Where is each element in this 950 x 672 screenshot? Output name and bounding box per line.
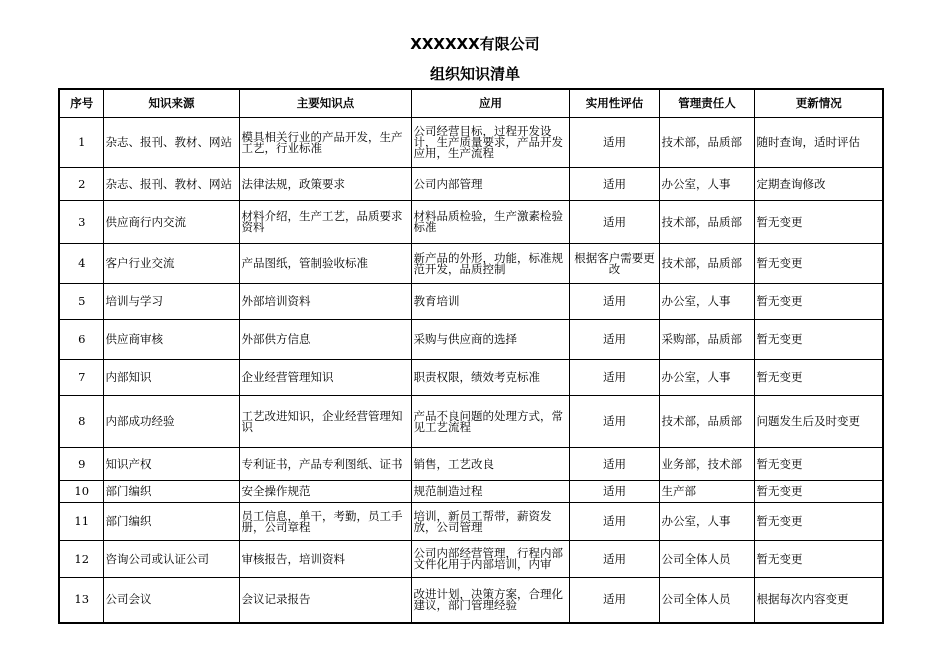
cell-source: 知识产权 xyxy=(103,448,239,481)
table-row xyxy=(59,541,883,578)
cell-application: 改进计划，决策方案，合理化建议，部门管理经验 xyxy=(411,578,569,623)
cell-index: 13 xyxy=(59,578,103,623)
cell-practicality: 适用 xyxy=(569,396,659,448)
table-row xyxy=(59,118,883,168)
cell-update-status: 定期查询修改 xyxy=(754,168,883,201)
cell-responsible: 技术部，品质部 xyxy=(659,396,754,448)
cell-knowledge-points: 外部培训资料 xyxy=(239,284,411,320)
cell-responsible: 技术部，品质部 xyxy=(659,118,754,168)
cell-application: 采购与供应商的选择 xyxy=(411,320,569,360)
cell-update-status: 暂无变更 xyxy=(754,284,883,320)
table-row xyxy=(59,503,883,541)
cell-application: 培训，新员工帮带，薪资发放，公司管理 xyxy=(411,503,569,541)
cell-knowledge-points: 企业经营管理知识 xyxy=(239,360,411,396)
cell-knowledge-points: 工艺改进知识，企业经营管理知识 xyxy=(239,396,411,448)
cell-knowledge-points: 产品图纸，管制验收标准 xyxy=(239,244,411,284)
cell-source: 杂志、报刊、教材、网站 xyxy=(103,168,239,201)
cell-index: 3 xyxy=(59,201,103,244)
cell-update-status: 问题发生后及时变更 xyxy=(754,396,883,448)
table-row xyxy=(59,320,883,360)
cell-source: 内部成功经验 xyxy=(103,396,239,448)
cell-knowledge-points: 安全操作规范 xyxy=(239,481,411,503)
col-header-index: 序号 xyxy=(59,89,103,118)
cell-application: 新产品的外形，功能，标准规范开发，品质控制 xyxy=(411,244,569,284)
cell-practicality: 适用 xyxy=(569,168,659,201)
col-header-practicality: 实用性评估 xyxy=(569,89,659,118)
cell-knowledge-points: 员工信息，单干，考勤，员工手册，公司章程 xyxy=(239,503,411,541)
cell-source: 内部知识 xyxy=(103,360,239,396)
cell-practicality: 适用 xyxy=(569,578,659,623)
cell-responsible: 技术部，品质部 xyxy=(659,244,754,284)
table-row xyxy=(59,244,883,284)
cell-update-status: 暂无变更 xyxy=(754,448,883,481)
cell-update-status: 根据每次内容变更 xyxy=(754,578,883,623)
cell-application: 公司内部经营管理，行程内部文件化用于内部培训，内审 xyxy=(411,541,569,578)
cell-responsible: 业务部，技术部 xyxy=(659,448,754,481)
cell-practicality: 适用 xyxy=(569,201,659,244)
cell-practicality: 适用 xyxy=(569,503,659,541)
cell-responsible: 办公室，人事 xyxy=(659,168,754,201)
cell-knowledge-points: 材料介绍，生产工艺，品质要求资料 xyxy=(239,201,411,244)
cell-update-status: 暂无变更 xyxy=(754,320,883,360)
document-title: 组织知识清单 xyxy=(429,65,520,83)
cell-update-status: 暂无变更 xyxy=(754,541,883,578)
cell-knowledge-points: 专利证书，产品专利图纸、证书 xyxy=(239,448,411,481)
cell-practicality: 适用 xyxy=(569,284,659,320)
cell-index: 5 xyxy=(59,284,103,320)
table-row xyxy=(59,578,883,623)
cell-practicality: 适用 xyxy=(569,360,659,396)
cell-knowledge-points: 审核报告，培训资料 xyxy=(239,541,411,578)
col-header-source: 知识来源 xyxy=(103,89,239,118)
cell-index: 4 xyxy=(59,244,103,284)
cell-update-status: 暂无变更 xyxy=(754,360,883,396)
cell-source: 杂志、报刊、教材、网站 xyxy=(103,118,239,168)
cell-source: 培训与学习 xyxy=(103,284,239,320)
cell-application: 销售，工艺改良 xyxy=(411,448,569,481)
cell-responsible: 采购部，品质部 xyxy=(659,320,754,360)
col-header-update-status: 更新情况 xyxy=(754,89,883,118)
cell-index: 10 xyxy=(59,481,103,503)
cell-application: 职责权限，绩效考克标准 xyxy=(411,360,569,396)
cell-practicality: 适用 xyxy=(569,541,659,578)
cell-index: 1 xyxy=(59,118,103,168)
cell-update-status: 随时查询，适时评估 xyxy=(754,118,883,168)
knowledge-table xyxy=(58,88,884,624)
cell-index: 2 xyxy=(59,168,103,201)
cell-knowledge-points: 外部供方信息 xyxy=(239,320,411,360)
cell-index: 11 xyxy=(59,503,103,541)
cell-responsible: 生产部 xyxy=(659,481,754,503)
cell-responsible: 公司全体人员 xyxy=(659,578,754,623)
cell-update-status: 暂无变更 xyxy=(754,244,883,284)
cell-practicality: 根据客户需要更改 xyxy=(569,244,659,284)
table-row xyxy=(59,201,883,244)
cell-knowledge-points: 模具相关行业的产品开发，生产工艺，行业标准 xyxy=(239,118,411,168)
cell-practicality: 适用 xyxy=(569,448,659,481)
cell-source: 部门编织 xyxy=(103,481,239,503)
cell-application: 公司经营目标，过程开发设计，生产质量要求，产品开发应用，生产流程 xyxy=(411,118,569,168)
table-row xyxy=(59,284,883,320)
cell-source: 部门编织 xyxy=(103,503,239,541)
cell-application: 教育培训 xyxy=(411,284,569,320)
col-header-responsible: 管理责任人 xyxy=(659,89,754,118)
cell-responsible: 公司全体人员 xyxy=(659,541,754,578)
cell-index: 6 xyxy=(59,320,103,360)
cell-source: 供应商审核 xyxy=(103,320,239,360)
table-row xyxy=(59,448,883,481)
cell-application: 公司内部管理 xyxy=(411,168,569,201)
cell-application: 材料品质检验，生产激素检验标准 xyxy=(411,201,569,244)
cell-index: 8 xyxy=(59,396,103,448)
cell-source: 供应商行内交流 xyxy=(103,201,239,244)
table-row xyxy=(59,481,883,503)
cell-update-status: 暂无变更 xyxy=(754,201,883,244)
cell-responsible: 办公室，人事 xyxy=(659,360,754,396)
col-header-knowledge-points: 主要知识点 xyxy=(239,89,411,118)
table-row xyxy=(59,360,883,396)
table-row xyxy=(59,396,883,448)
cell-source: 公司会议 xyxy=(103,578,239,623)
cell-practicality: 适用 xyxy=(569,320,659,360)
cell-responsible: 技术部，品质部 xyxy=(659,201,754,244)
cell-application: 规范制造过程 xyxy=(411,481,569,503)
cell-index: 7 xyxy=(59,360,103,396)
cell-practicality: 适用 xyxy=(569,118,659,168)
cell-source: 咨询公司或认证公司 xyxy=(103,541,239,578)
table-row xyxy=(59,168,883,201)
header-row xyxy=(59,89,883,118)
cell-index: 9 xyxy=(59,448,103,481)
cell-application: 产品不良问题的处理方式，常见工艺流程 xyxy=(411,396,569,448)
cell-knowledge-points: 会议记录报告 xyxy=(239,578,411,623)
company-name: XXXXXX有限公司 xyxy=(410,35,540,53)
cell-source: 客户行业交流 xyxy=(103,244,239,284)
cell-responsible: 办公室，人事 xyxy=(659,503,754,541)
cell-update-status: 暂无变更 xyxy=(754,481,883,503)
cell-responsible: 办公室，人事 xyxy=(659,284,754,320)
col-header-application: 应用 xyxy=(411,89,569,118)
cell-knowledge-points: 法律法规，政策要求 xyxy=(239,168,411,201)
cell-practicality: 适用 xyxy=(569,481,659,503)
cell-update-status: 暂无变更 xyxy=(754,503,883,541)
cell-index: 12 xyxy=(59,541,103,578)
